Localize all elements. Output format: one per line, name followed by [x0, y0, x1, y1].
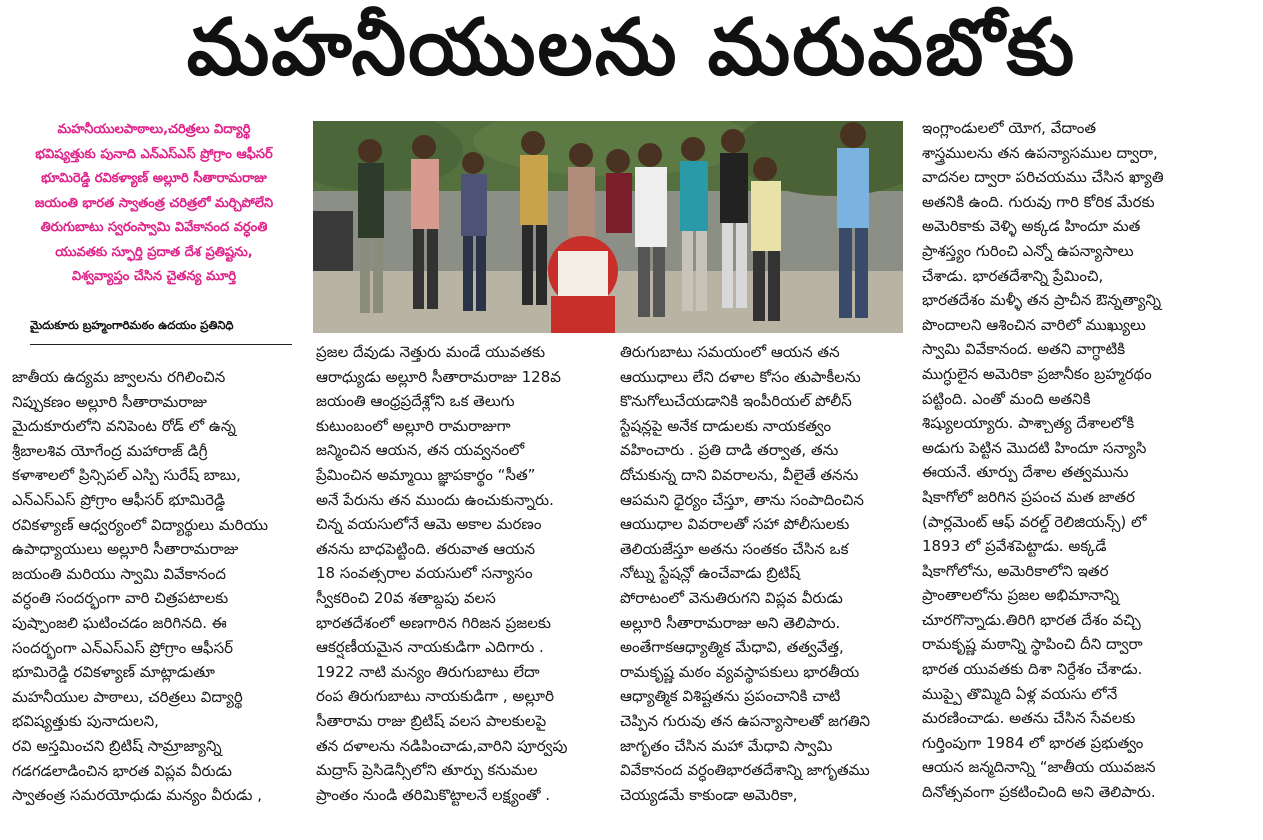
text-line: రామకృష్ణ మఠాన్ని స్థాపించి దీని ద్వారా [922, 635, 1143, 654]
text-line: స్టేషన్లపై అనేక దాడులకు నాయకత్వం [620, 416, 832, 435]
byline: మైదుకూరు బ్రహ్మంగారిమఠం ఉదయం ప్రతినిధి [30, 318, 292, 345]
text-line: వహించారు . ప్రతి దాడి తర్వాత, తను [620, 441, 839, 460]
text-line: భారతదేశం మళ్ళీ తన ప్రాచీన ఔన్నత్యాన్ని [922, 291, 1162, 310]
text-line: జన్మించిన ఆయన, తన యవ్వనంలో [316, 441, 525, 460]
text-line: షికాగోలోను, అమెరికాలోని ఇతర [922, 561, 1109, 580]
text-line: ఎన్ఎస్ఎస్ ప్రోగ్రాం ఆఫీసర్ భూమిరెడ్డి [12, 490, 226, 509]
text-line: వాదనల ద్వారా పరిచయము చేసిన ఖ్యాతి [922, 168, 1164, 187]
text-line: పట్టింది. ఎంతో మంది అతనికి [922, 389, 1091, 408]
text-line: 1922 నాటి మన్యం తిరుగుబాటు లేదా [316, 662, 540, 681]
text-line: మద్రాస్ ప్రెసిడెన్సీలోని తూర్పు కనుమల [316, 761, 538, 780]
text-line: అడుగు పెట్టిన మొదటి హిందూ సన్యాసి [922, 438, 1147, 457]
text-line: రామకృష్ణ మఠం వ్యవస్థాపకులు భారతీయ [620, 662, 860, 681]
text-line: భారతదేశంలో అణగారిన గిరిజన ప్రజలకు [316, 613, 551, 632]
text-line: ఆయన జన్మదినాన్ని “జాతీయ యువజన [922, 758, 1156, 777]
highlight-line: విశ్వవ్యాప్తం చేసిన చైతన్య మూర్తి [71, 269, 237, 284]
text-line: ఆయుధాల వివరాలతో సహా పోలీసులకు [620, 515, 850, 534]
text-line: గడగడలాడించిన భారత విప్లవ వీరుడు [12, 761, 232, 780]
text-line: భూమిరెడ్డి రవికళ్యాణ్ మాట్లాడుతూ [12, 663, 215, 682]
text-line: కొనుగోలుచేయడానికి ఇంపీరియల్ పోలీస్ [620, 392, 852, 411]
text-line: చూరగొన్నాడు.తిరిగి భారత దేశం వచ్చి [922, 610, 1141, 629]
text-line: మహనీయుల పాఠాలు, చరిత్రలు విద్యార్థి [12, 687, 243, 706]
text-line: దోచుకున్న దాని వివరాలను, వీలైతే తనను [620, 465, 859, 484]
text-line: వివేకానంద వర్ధంతిభారతదేశాన్ని జాగృతము [620, 761, 870, 780]
text-line: షికాగోలో జరిగిన ప్రపంచ మత జాతర [922, 487, 1135, 506]
text-line: వర్ధంతి సందర్భంగా వారి చిత్రపటాలకు [12, 589, 229, 608]
text-line: 1893 లో ప్రవేశపెట్టాడు. అక్కడే [922, 537, 1107, 556]
text-line: నిప్పుకణం అల్లూరి సీతారామరాజు [12, 392, 207, 411]
students-saluting-photo [313, 121, 903, 333]
text-line: తెలియజేస్తూ అతను సంతకం చేసిన ఒక [620, 539, 849, 558]
text-line: ఇంగ్లాండులలో యోగ, వేదాంత [922, 119, 1097, 137]
text-line: పోరాటంలో వెనుతిరుగని విప్లవ వీరుడు [620, 588, 843, 607]
text-line: జయంతి మరియు స్వామి వివేకానంద [12, 564, 226, 583]
text-line: ఆధ్యాత్మిక విశిష్టతను ప్రపంచానికి చాటి [620, 687, 841, 706]
text-line: జాతీయ ఉద్యమ జ్వాలను రగిలించిన [12, 368, 226, 386]
text-line: అతనికి ఉంది. గురువు గారి కోరిక మేరకు [922, 192, 1155, 211]
article-column-3 [620, 340, 902, 807]
text-line: చేశాడు. భారతదేశాన్ని ప్రేమించి, [922, 266, 1104, 285]
text-line: స్వాతంత్ర సమరయోధుడు మన్యం వీరుడు , [12, 786, 263, 805]
text-line: రవికళ్యాణ్ ఆధ్వర్యంలో విద్యార్థులు మరియు [12, 515, 269, 534]
text-line: కుటుంబంలో అల్లూరి రామరాజుగా [316, 416, 511, 435]
text-line: తన దళాలను నడిపించాడు,వారిని పూర్వపు [316, 736, 568, 755]
text-line: చెప్పిన గురువు తన ఉపన్యాసాలతో జగతిని [620, 711, 871, 730]
article-column-4 [922, 116, 1205, 805]
text-line: గుర్తింపుగా 1984 లో భారత ప్రభుత్వం [922, 733, 1144, 752]
text-line: సందర్భంగా ఎన్ఎస్ఎస్ ప్రోగ్రాం ఆఫీసర్ [12, 638, 234, 657]
text-line: భారత యువతకు దిశా నిర్దేశం చేశాడు. [922, 660, 1143, 679]
text-line: మైదుకూరులోని వనిపెంట రోడ్ లో ఉన్న [12, 417, 236, 436]
text-line: ఉపాధ్యాయులు అల్లూరి సీతారామరాజు [12, 540, 239, 559]
text-line: స్వీకరించి 20వ శతాబ్దపు వలస [316, 588, 496, 607]
text-line: అనే పేరును తన ముందు ఉంచుకున్నారు. [316, 490, 554, 509]
highlight-box [14, 118, 294, 296]
highlight-line: మహనీయులపాఠాలు,చరిత్రలు విద్యార్థి [57, 122, 251, 137]
highlight-line: యువతకు స్ఫూర్తి ప్రదాత దేశ ప్రతిష్టను, [55, 244, 253, 260]
text-line: ఈయనే. తూర్పు దేశాల తత్వమును [922, 463, 1129, 482]
text-line: అల్లూరి సీతారామరాజు అని తెలిపారు. [620, 613, 841, 632]
text-line: ప్రాశస్త్యం గురించి ఎన్నో ఉపన్యాసాలు [922, 241, 1134, 260]
highlight-line: భవిష్యత్తుకు పునాది ఎన్ఎస్ఎస్ ప్రోగ్రాం ఆఫీసర్ [35, 146, 273, 162]
highlight-line: భూమిరెడ్డి రవికళ్యాణ్ అల్లూరి సీతారామరాజు [41, 171, 267, 186]
text-line: శ్రీబాలశివ యోగేంద్ర మహారాజ్ డిగ్రీ [12, 441, 208, 460]
text-line: ముగ్ధులైన అమెరికా ప్రజానీకం బ్రహ్మరథం [922, 364, 1152, 383]
article-column-2 [316, 340, 597, 807]
text-line: ఆయుధాలు లేని దళాల కోసం తుపాకీలను [620, 367, 861, 386]
highlight-line: తిరుగుబాటు స్వరంస్వామి వివేకానంద వర్ధంతి [40, 220, 268, 235]
text-line: ఆరాధ్యుడు అల్లూరి సీతారామరాజు 128వ [316, 367, 561, 386]
text-line: మరణించాడు. అతను చేసిన సేవలకు [922, 709, 1136, 728]
text-line: ఆపమని ధైర్యం చేస్తూ, తాను సంపాదించిన [620, 490, 864, 509]
text-line: తిరుగుబాటు సమయంలో ఆయన తన [620, 343, 840, 361]
text-line: నోట్ను స్టేషన్లో ఉంచేవాడు బ్రిటిష్ [620, 564, 801, 583]
text-line: ప్రజల దేవుడు నెత్తురు మండే యువతకు [316, 343, 546, 361]
text-line: దినోత్సవంగా ప్రకటించింది అని తెలిపారు. [922, 783, 1156, 802]
text-line: ముప్పై తొమ్మిది ఏళ్ల వయసు లోనే [922, 684, 1118, 703]
text-line: ప్రాంతాలలోను ప్రజల అభిమానాన్ని [922, 586, 1120, 605]
text-line: జాగృతం చేసిన మహా మేధావి స్వామి [620, 736, 833, 755]
text-line: జయంతి ఆంధ్రప్రదేశ్లోని ఒక తెలుగు [316, 392, 515, 411]
text-line: ప్రేమించిన అమ్మాయి జ్ఞాపకార్థం “సీత” [316, 465, 536, 484]
text-line: రంప తిరుగుబాటు నాయకుడిగా , అల్లూరి [316, 687, 554, 706]
text-line: తనను బాధపెట్టింది. తరువాత ఆయన [316, 539, 536, 558]
text-line: రవి అస్తమించని బ్రిటిష్ సామ్రాజ్యాన్ని [12, 736, 222, 755]
text-line: చెయ్యడమే కాకుండా అమెరికా, [620, 785, 798, 804]
text-line: సీతారామ రాజు బ్రిటిష్ వలస పాలకులపై [316, 711, 547, 730]
article-column-1 [12, 365, 294, 808]
text-line: కళాశాలలో ప్రిన్సిపల్ ఎస్పి సురేష్ బాబు, [12, 466, 241, 485]
text-line: పుష్పాంజలి ఘటించడం జరిగినది. ఈ [12, 613, 227, 632]
highlight-line: జయంతి భారత స్వాతంత్ర చరిత్రలో మర్చిపోలేని [34, 195, 274, 211]
text-line: చిన్న వయసులోనే ఆమె అకాల మరణం [316, 515, 542, 534]
text-line: ప్రాంతం నుండి తరిమికొట్టాలనే లక్ష్యంతో . [316, 785, 551, 804]
text-line: ఆకర్షణీయమైన నాయకుడిగా ఎదిగారు . [316, 638, 544, 657]
headline: మహనీయులను మరువబోకు [186, 3, 1077, 93]
news-photo [313, 121, 903, 333]
text-line: శాస్త్రములను తన ఉపన్యాసముల ద్వారా, [922, 143, 1158, 162]
text-line: అమెరికాకు వెళ్ళి అక్కడ హిందూ మత [922, 217, 1141, 236]
text-line: అంతేగాకఆధ్యాత్మిక మేధావి, తత్వవేత్త, [620, 638, 844, 657]
text-line: స్వామి వివేకానంద. అతని వాగ్ధాటికి [922, 340, 1126, 359]
text-line: పొందాలని ఆశించిన వారిలో ముఖ్యులు [922, 315, 1146, 334]
text-line: 18 సంవత్సరాల వయసులో సన్యాసం [316, 564, 533, 583]
text-line: భవిష్యత్తుకు పునాదులని, [12, 712, 159, 731]
text-line: శిష్యులయ్యారు. పాశ్చాత్య దేశాలలోకి [922, 414, 1135, 433]
text-line: (పార్లమెంట్ ఆఫ్ వరల్డ్ రెలిజియన్స్) లో [922, 512, 1147, 531]
